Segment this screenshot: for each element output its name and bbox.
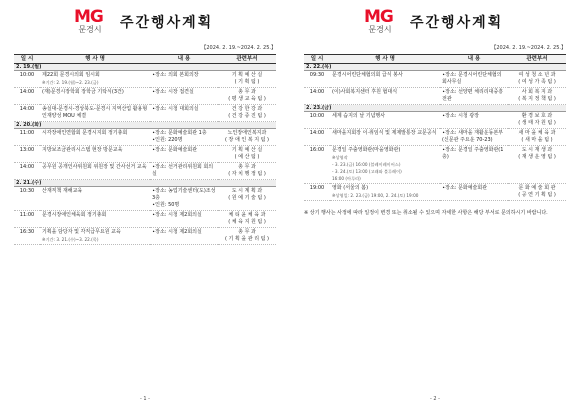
date-row bbox=[304, 64, 566, 71]
dept-name: 건 강 한 강 과 bbox=[231, 106, 263, 112]
column-header-dept: 관련부서 bbox=[508, 55, 566, 64]
table-row bbox=[14, 71, 276, 88]
logo-mark: MG bbox=[74, 7, 103, 27]
table-row bbox=[14, 105, 276, 122]
event-content: ∙장소: 시청 제2회의실 bbox=[150, 228, 218, 245]
dept-name: 노인장애인복지과 bbox=[227, 130, 267, 136]
event-name: 문경시어린단체협의회 급식 봉사 bbox=[332, 72, 403, 78]
table-row bbox=[304, 88, 566, 105]
dept-team: ( 체 육 지 원 팀 ) bbox=[228, 219, 266, 225]
event-cell bbox=[330, 71, 440, 88]
table-row bbox=[14, 163, 276, 180]
event-content: ∙장소: 문경시어린단체협의회사무실 bbox=[440, 71, 508, 88]
event-cell bbox=[40, 71, 150, 88]
event-time: 14:00 bbox=[14, 105, 40, 122]
date-period: 【2024. 2. 19.~2024. 2. 25.】 bbox=[491, 45, 566, 51]
table-row bbox=[14, 211, 276, 228]
event-cell bbox=[330, 88, 440, 105]
column-header-content: 내 용 bbox=[150, 55, 218, 64]
event-name: (재)문경시장학회 장학금 기탁식(3건) bbox=[42, 89, 124, 95]
column-header-content: 내 용 bbox=[440, 55, 508, 64]
event-name: 제22회 문경시의회 임시회 bbox=[42, 72, 100, 78]
date-label: 2. 20.(화) bbox=[14, 122, 276, 129]
event-name: 영화 (서울의 봄) bbox=[332, 185, 369, 191]
column-header-event: 행 사 명 bbox=[40, 55, 150, 64]
column-header-dept: 관련부서 bbox=[218, 55, 276, 64]
event-cell bbox=[40, 187, 150, 211]
dept-team: ( 원 예 기 술 팀 ) bbox=[228, 195, 266, 201]
event-dept bbox=[218, 129, 276, 146]
event-content: ∙장소: 문화예술회관 1층 ∙인원: 220명 bbox=[150, 129, 218, 146]
table-header-row bbox=[304, 55, 566, 64]
date-period: 【2024. 2. 19.~2024. 2. 25.】 bbox=[201, 45, 276, 51]
table-row bbox=[14, 129, 276, 146]
event-note: ※기간: 3. 21.(수)~3. 22.(목) bbox=[42, 237, 99, 242]
page-header bbox=[0, 8, 290, 42]
date-row bbox=[304, 105, 566, 112]
date-label: 2. 21.(수) bbox=[14, 180, 276, 187]
logo-mark: MG bbox=[364, 7, 393, 27]
page-number: - 1 - bbox=[140, 396, 150, 402]
table-row bbox=[14, 187, 276, 211]
dept-name: 문 화 예 술 회 관 bbox=[518, 185, 556, 191]
event-dept bbox=[508, 184, 566, 201]
event-dept bbox=[218, 228, 276, 245]
event-dept bbox=[508, 71, 566, 88]
event-dept bbox=[508, 112, 566, 129]
table-header-row bbox=[14, 55, 276, 64]
event-content: ∙장소: 시청 대회의실 bbox=[150, 105, 218, 122]
event-cell bbox=[40, 228, 150, 245]
event-time: 14:00 bbox=[304, 88, 330, 105]
event-time: 11:00 bbox=[14, 211, 40, 228]
event-content: ∙장소: 시장 접견실 bbox=[150, 88, 218, 105]
schedule-table bbox=[14, 54, 276, 245]
dept-name: 총 무 과 bbox=[238, 89, 256, 95]
logo-city-name: 문경시 bbox=[368, 25, 392, 34]
event-dept bbox=[218, 71, 276, 88]
date-row bbox=[14, 122, 276, 129]
event-dept bbox=[218, 105, 276, 122]
table-row bbox=[304, 184, 566, 201]
event-time: 16:00 bbox=[304, 146, 330, 184]
dept-team: ( 여 성 가 족 팀 ) bbox=[518, 79, 556, 85]
date-label: 2. 22.(목) bbox=[304, 64, 566, 71]
event-cell bbox=[40, 163, 150, 180]
event-cell bbox=[40, 129, 150, 146]
column-header-event: 행 사 명 bbox=[330, 55, 440, 64]
event-content: ∙장소: 시청 제2회의실 bbox=[150, 211, 218, 228]
event-cell bbox=[330, 146, 440, 184]
event-time: 13:00 bbox=[14, 146, 40, 163]
page-title: 주간행사계획 bbox=[120, 15, 214, 31]
event-time: 10:00 bbox=[304, 112, 330, 129]
table-row bbox=[304, 71, 566, 88]
event-dept bbox=[508, 146, 566, 184]
table-row bbox=[304, 112, 566, 129]
dept-team: ( 재 생 운 영 팀 ) bbox=[518, 154, 556, 160]
event-dept bbox=[508, 88, 566, 105]
event-name: 문경일 주출영화관(마을영화관) bbox=[332, 147, 401, 153]
event-time: 16:30 bbox=[14, 228, 40, 245]
event-time: 14:00 bbox=[304, 129, 330, 146]
event-time: 11:00 bbox=[14, 129, 40, 146]
dept-name: 기 획 예 산 실 bbox=[231, 147, 263, 153]
event-cell bbox=[330, 129, 440, 146]
event-name: (이)사회복지센터 후원 협대식 bbox=[332, 89, 398, 95]
event-name: 문경시장애인체육회 정기총회 bbox=[42, 212, 107, 218]
event-name: 세계 습지의 날 기념행사 bbox=[332, 113, 386, 119]
dept-name: 여 성 청 소 년 과 bbox=[518, 72, 556, 78]
dept-team: ( 장 애 인 복 지 팀 ) bbox=[224, 137, 269, 143]
event-dept bbox=[218, 146, 276, 163]
event-content: ∙장소: 새마을 재활운동본부 (신문관 주요운 70-23) bbox=[440, 129, 508, 146]
event-content: ∙장소: 시청 광장 bbox=[440, 112, 508, 129]
event-dept bbox=[218, 88, 276, 105]
event-cell bbox=[330, 184, 440, 201]
dept-name: 총 무 과 bbox=[238, 164, 256, 170]
dept-team: ( 공 연 기 획 팀 ) bbox=[518, 192, 556, 198]
event-name: 산재직책 재해교육 bbox=[42, 188, 83, 194]
table-row bbox=[14, 88, 276, 105]
dept-team: ( 기 획 팀 ) bbox=[234, 79, 260, 85]
dept-team: ( 건 강 증 진 팀 ) bbox=[228, 113, 266, 119]
event-cell bbox=[40, 146, 150, 163]
dept-name: 도 시 재 생 과 bbox=[521, 147, 553, 153]
dept-name: 기 획 예 산 실 bbox=[231, 72, 263, 78]
event-dept bbox=[218, 211, 276, 228]
event-cell bbox=[330, 112, 440, 129]
dept-team: ( 평 생 교 육 팀 ) bbox=[228, 96, 266, 102]
city-logo bbox=[358, 8, 406, 38]
page-number: - 2 - bbox=[430, 396, 440, 402]
event-cell bbox=[40, 105, 150, 122]
event-time: 14:00 bbox=[14, 163, 40, 180]
schedule-body bbox=[304, 64, 566, 201]
schedule-body bbox=[14, 64, 276, 245]
table-row bbox=[14, 146, 276, 163]
dept-name: 사 회 복 지 과 bbox=[521, 89, 553, 95]
column-header-time: 일 시 bbox=[14, 55, 40, 64]
dept-name: 체 티 윤 체 육 과 bbox=[228, 212, 266, 218]
date-row bbox=[14, 64, 276, 71]
event-time: 10:30 bbox=[14, 187, 40, 211]
dept-team: ( 예 산 팀 ) bbox=[234, 154, 260, 160]
event-note: ※기간: 2. 19.(월)~2. 23.(금) bbox=[42, 80, 99, 85]
table-row bbox=[304, 129, 566, 146]
event-name: 공무원 공개인사위원회 위원장 및 간사선거 교육 bbox=[42, 164, 147, 170]
date-label: 2. 19.(월) bbox=[14, 64, 276, 71]
event-name: 지방보조금관리시스템 현장 방문교육 bbox=[42, 147, 123, 153]
event-dept bbox=[218, 187, 276, 211]
footnote: ※ 상기 행사는 사정에 따라 일정이 변경 또는 취소될 수 있으며 자세한 사항은 해당 부서로 문의하시기 바랍니다. bbox=[304, 210, 548, 216]
page-header bbox=[290, 8, 580, 42]
event-time: 09:30 bbox=[304, 71, 330, 88]
event-name: 기획을 담당자 및 각직급무요원 교육 bbox=[42, 229, 121, 235]
event-name: 시각장애인연합회 문경시지회 정기총회 bbox=[42, 130, 128, 136]
event-content: ∙장소: 문화예술회관 bbox=[150, 146, 218, 163]
dept-team: ( 생 태 자 원 팀 ) bbox=[518, 120, 556, 126]
dept-name: 총 무 과 bbox=[238, 229, 256, 235]
dept-name: 도 시 계 획 과 bbox=[231, 188, 263, 194]
city-logo bbox=[68, 8, 116, 38]
event-cell bbox=[40, 88, 150, 105]
event-content: ∙장소: 문화예술회관 bbox=[440, 184, 508, 201]
event-time: 10:00 bbox=[14, 71, 40, 88]
dept-name: 환 경 보 호 과 bbox=[521, 113, 553, 119]
dept-team: ( 기 획 을 관 리 팀 ) bbox=[224, 236, 269, 242]
event-dept bbox=[218, 163, 276, 180]
event-content: ∙장소: 선양편 체리리대중흥전관 bbox=[440, 88, 508, 105]
table-row bbox=[304, 146, 566, 184]
event-cell bbox=[40, 211, 150, 228]
event-dept bbox=[508, 129, 566, 146]
page-2 bbox=[290, 0, 580, 410]
event-name: 새마을지회장 이·취임식 및 제제발통장 교문공식 bbox=[332, 130, 437, 136]
event-time: 19:00 bbox=[304, 184, 330, 201]
page-title: 주간행사계획 bbox=[410, 15, 504, 31]
dept-name: 새 마 을 체 육 과 bbox=[518, 130, 556, 136]
event-content: ∙장소: 선거관리위원회 회의실 bbox=[150, 163, 218, 180]
event-time: 14:00 bbox=[14, 88, 40, 105]
event-content: ∙장소: 농업기술센터(도)조성 3층 ∙인원: 50명 bbox=[150, 187, 218, 211]
dept-team: ( 복 지 정 책 팀 ) bbox=[518, 96, 556, 102]
dept-team: ( 새 마 을 팀 ) bbox=[521, 137, 553, 143]
event-content: ∙장소: 문경일 주출영화관(1층) bbox=[440, 146, 508, 184]
schedule-table bbox=[304, 54, 566, 201]
event-note: ※상영일: 2. 23.(금) 19:00, 2. 24.(토) 19:00 bbox=[332, 193, 419, 198]
column-header-time: 일 시 bbox=[304, 55, 330, 64]
table-row bbox=[14, 228, 276, 245]
date-label: 2. 23.(금) bbox=[304, 105, 566, 112]
date-row bbox=[14, 180, 276, 187]
event-content: ∙장소: 의회 본회의장 bbox=[150, 71, 218, 88]
event-name: 송실대-문경시-경상북도-문경시 지역산업 활용형 인재양성 MOU 체결 bbox=[42, 106, 148, 119]
event-note: ※상영작 - 3. 23.(금) 16:00 (블레이레이어스) - 3. 24.(토) 13:00 (고래와 블루레이) 16:00 (아루라) bbox=[332, 155, 402, 181]
logo-city-name: 문경시 bbox=[78, 25, 102, 34]
dept-team: ( 자 치 행 정 팀 ) bbox=[228, 171, 266, 177]
